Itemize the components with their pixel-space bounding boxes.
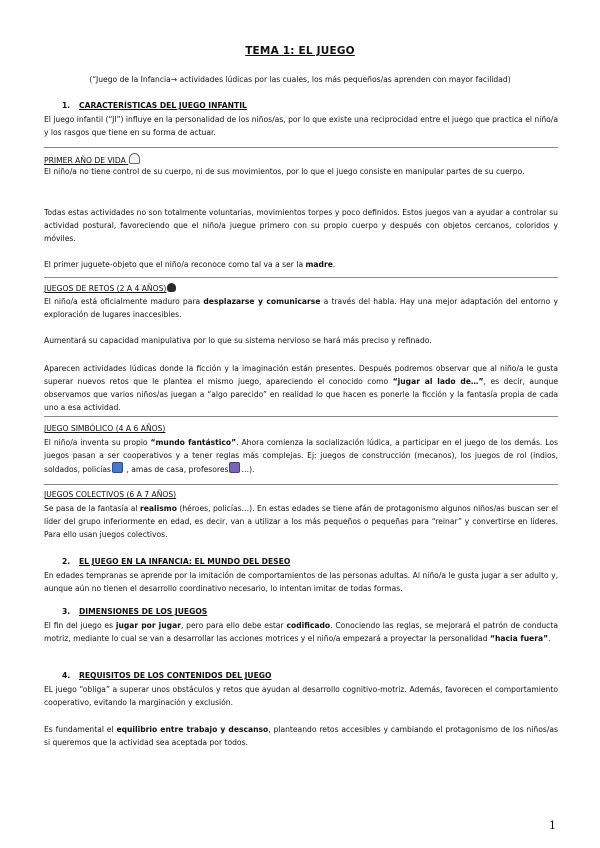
section-2-heading: [62, 557, 290, 566]
text-run: .: [548, 634, 551, 643]
simbolico-heading: JUEGO SIMBÓLICO (4 A 6 AÑOS): [44, 424, 166, 433]
retos-heading: [44, 283, 177, 293]
text-run: Se pasa de la fantasía al: [44, 504, 141, 513]
page-number: 1: [549, 819, 556, 832]
bold-term: “hacia fuera”: [490, 634, 549, 643]
section-3-heading: [62, 607, 207, 616]
text-run: .: [332, 260, 336, 269]
section-4-paragraph-1: EL juego “obliga” a superar unos obstáculos y retos que ayudan al desarrollo cognitivo-motriz. Además, favorecen el comportamiento cooperativo, evitando la marginación y exclusión.: [44, 685, 558, 707]
simbolico-paragraph: [44, 436, 558, 476]
divider: [44, 147, 558, 148]
primer-ano-paragraph-1: El niño/a no tiene control de su cuerpo, ni de sus movimientos, por lo que el juego consiste en manipular partes de su cuerpo.: [44, 167, 525, 176]
text-run: , amas de casa, profesores: [124, 465, 229, 474]
section-label: REQUISITOS DE LOS CONTENIDOS DEL JUEGO: [79, 671, 272, 680]
child-icon: [167, 283, 176, 292]
text-run: . Conociendo las reglas, se mejorará el patrón de conducta motriz, mediante lo cual se van a desarrollar las acciones motrices y el niño/a empezará a proyectar la personalidad: [44, 621, 558, 643]
section-3-paragraph: [44, 619, 558, 645]
subheading-label: JUEGOS DE RETOS (2 A 4 AÑOS): [44, 284, 167, 293]
section-4-paragraph-2: [44, 723, 558, 749]
section-number: 4.: [62, 671, 71, 680]
divider: [44, 484, 558, 485]
retos-paragraph-2: Aumentará su capacidad manipulativa por lo que su sistema nervioso se hará más preciso y refinado.: [44, 336, 432, 345]
bold-term: codificado: [286, 621, 331, 630]
text-run: . Ahora comienza la socialización lúdica, a participar en el juego de los demás. Los juegos pasan a ser cooperativos y a tener reglas más complejas. Ej: juegos de construcción (mecanos), los juegos de rol (indios, soldados, policías: [44, 438, 558, 474]
section-2-paragraph: En edades tempranas se aprende por la imitación de comportamientos de las personas adultas. Al niño/a le gusta jugar a ser adulto y, aunque aún no tienen el desarrollo coordinativo necesario, lo intentan imitar de todas formas.: [44, 571, 558, 593]
section-label: DIMENSIONES DE LOS JUEGOS: [79, 607, 208, 616]
retos-paragraph-1: [44, 295, 558, 321]
text-run: Es fundamental el: [44, 725, 117, 734]
text-run: El primer juguete-objeto que el niño/a reconoce como tal va a ser la: [44, 260, 306, 269]
bold-term: realismo: [140, 504, 177, 513]
colectivos-paragraph: [44, 502, 558, 541]
bold-term: madre: [305, 260, 333, 269]
text-run: Aparecen actividades lúdicas donde la ficción y la imaginación están presentes. Después podremos observar que al niño/a le gusta superar nuevos retos que le plantea el mismo juego, apareciendo el conocido como: [44, 364, 558, 386]
divider: [44, 416, 558, 417]
colectivos-heading: JUEGOS COLECTIVOS (6 A 7 AÑOS): [44, 490, 177, 499]
bold-term: equilibrio entre trabajo y descanso: [116, 725, 269, 734]
section-1-paragraph: El juego infantil (“JI”) influye en la personalidad de los niños/as, por lo que existe una reciprocidad entre el juego que practica el niño/a y los rasgos que tiene en su forma de actuar.: [44, 115, 558, 137]
section-number: 3.: [62, 607, 71, 616]
subheading-label: PRIMER AÑO DE VIDA: [44, 156, 126, 165]
text-run: , es decir, aunque observamos que varios niños/as juegan a “algo parecido” en realidad lo que hacen es ponerle la ficción y la fantasía propia de cada uno a esa actividad.: [44, 377, 559, 412]
police-officer-icon: [112, 462, 123, 473]
document-title: TEMA 1: EL JUEGO: [245, 45, 355, 57]
bold-term: desplazarse y comunicarse: [203, 297, 321, 306]
section-number: 2.: [62, 557, 71, 566]
baby-icon: [129, 153, 140, 164]
bold-term: “jugar al lado de…”: [392, 377, 484, 386]
divider: [44, 277, 558, 278]
bold-term: jugar por jugar: [115, 621, 181, 630]
text-run: , pero para ello debe estar: [180, 621, 287, 630]
primer-ano-paragraph-2: Todas estas actividades no son totalmente voluntarias, movimientos torpes y poco definidos. Estos juegos van a ayudar a controlar su actividad postural, favoreciendo que el niño/a juegue primero con su propio cuerpo y después con objetos cercanos, coloridos y móviles.: [44, 208, 558, 243]
bold-term: “mundo fantástico”: [150, 438, 237, 447]
section-number: 1.: [62, 101, 71, 110]
teacher-icon: [229, 462, 240, 473]
intro-note: (“Juego de la Infancia→ actividades lúdicas por las cuales, los más pequeños/as aprenden con mayor facilidad): [89, 75, 511, 84]
primer-ano-paragraph-3: [44, 258, 558, 271]
text-run: a través del habla. Hay una mejor adaptación del entorno y exploración de lugares inaccesibles.: [44, 297, 558, 319]
text-run: (héroes, policías…). En estas edades se tiene afán de protagonismo algunos niños/as buscan ser el líder del grupo inferiormente en edad, es decir, van a utilizar a los más pequeños o pequeñas para “reinar” y convertirse en líderes. Para ello usan juegos colectivos.: [44, 504, 558, 539]
text-run: El niño/a inventa su propio: [44, 438, 151, 447]
text-run: El niño/a está oficialmente maduro para: [44, 297, 204, 306]
text-run: , planteando retos accesibles y cambiando el protagonismo de los niños/as si queremos que la actividad sea aceptada por todos.: [44, 725, 558, 747]
primer-ano-heading: [44, 153, 141, 165]
section-1-heading: [62, 101, 247, 110]
section-label: CARACTERÍSTICAS DEL JUEGO INFANTIL: [79, 101, 247, 110]
retos-paragraph-3: [44, 362, 558, 414]
text-run: …).: [241, 465, 255, 474]
section-label: EL JUEGO EN LA INFANCIA: EL MUNDO DEL DESEO: [79, 557, 291, 566]
text-run: El fin del juego es: [44, 621, 116, 630]
section-4-heading: [62, 671, 271, 680]
